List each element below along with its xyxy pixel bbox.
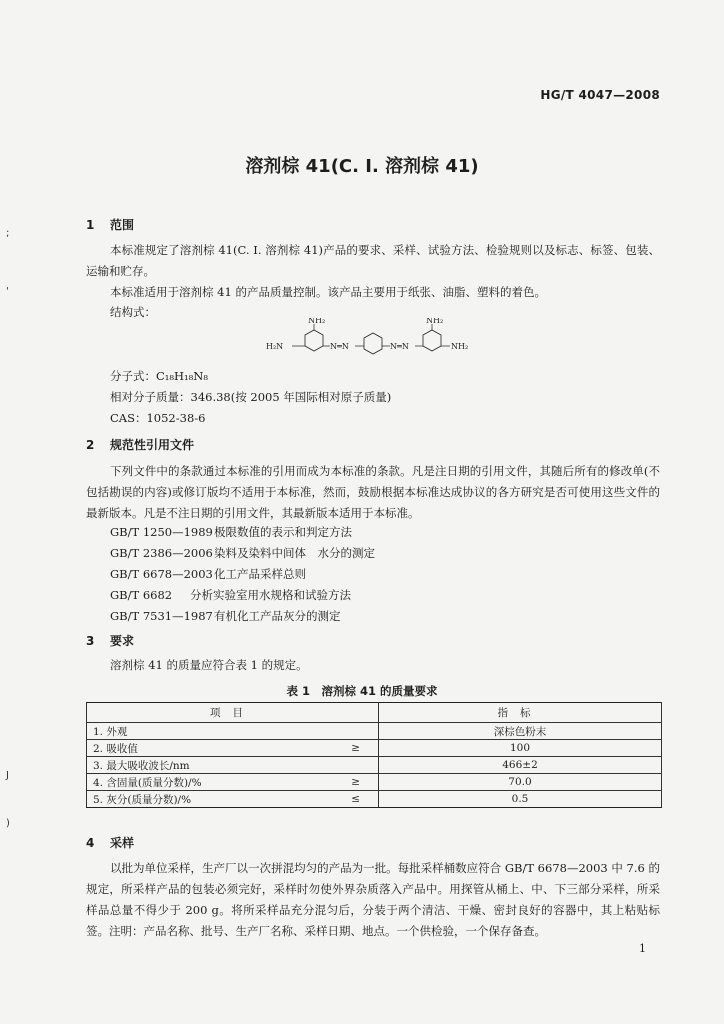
table-cell-value: 0.5: [379, 791, 662, 808]
binding-mark: ;: [6, 228, 10, 239]
scope-paragraph-2: 本标准适用于溶剂棕 41 的产品质量控制。该产品主要用于纸张、油脂、塑料的着色。: [110, 285, 546, 299]
section-heading-3: 3 要求: [86, 634, 135, 648]
table-cell-sym: ≥: [334, 774, 379, 791]
cas-number: CAS：1052-38-6: [110, 411, 206, 425]
h2n-label: H₂N: [266, 342, 284, 351]
section-heading-1: 1 范围: [86, 218, 135, 232]
table-row: [87, 740, 662, 757]
nh2-label: NH₂: [308, 318, 326, 325]
table-caption: 表 1 溶剂棕 41 的质量要求: [286, 684, 438, 698]
reference-item: GB/T 6682 分析实验室用水规格和试验方法: [110, 588, 351, 602]
binding-mark: J: [6, 770, 9, 781]
table-row: [87, 774, 662, 791]
table-cell-value: 深棕色粉末: [379, 723, 662, 740]
table-row: [87, 791, 662, 808]
reference-item: GB/T 2386—2006染料及染料中间体 水分的测定: [110, 546, 375, 560]
table-cell-value: 70.0: [379, 774, 662, 791]
table-row: [87, 757, 662, 774]
table-cell-sym: [334, 723, 379, 740]
benzene-ring: [364, 333, 382, 354]
table-cell-item: 5. 灰分(质量分数)/%: [87, 791, 335, 808]
table-row: [87, 723, 662, 740]
table-cell-item: 1. 外观: [87, 723, 335, 740]
sampling-paragraph: 以批为单位采样，生产厂以一次拼混均匀的产品为一批。每批采样桶数应符合 GB/T 6678—2003 中 7.6 的规定，所采样产品的包装必须完好，采样时勿使外界杂质落入产品中。用探管从桶上、中、下三部分采样，所采样品总量不得少于 200 g。将所采样品充分混匀后，分装于两个清洁、干燥、密封良好的容器中，其上粘贴标签。注明：产品名称、批号、生产厂名称、采样日期、地点。一个供检验，一个保存备查。: [86, 861, 660, 938]
quality-table: [86, 702, 662, 808]
reference-item: GB/T 7531—1987有机化工产品灰分的测定: [110, 609, 341, 623]
azo-label: N═N: [390, 342, 409, 351]
table-cell-sym: ≤: [334, 791, 379, 808]
benzene-ring: [423, 330, 441, 351]
table-cell-sym: ≥: [334, 740, 379, 757]
binding-mark: ': [6, 286, 9, 297]
page-title: 溶剂棕 41(C. I. 溶剂棕 41): [245, 156, 479, 177]
page-number: 1: [639, 942, 646, 955]
table-cell-value: 100: [379, 740, 662, 757]
binding-mark: ): [6, 818, 10, 829]
column-header-item: 项目: [87, 703, 379, 723]
table-cell-item: 4. 含固量(质量分数)/%: [87, 774, 335, 791]
benzene-ring: [305, 330, 323, 351]
column-header-value: 指标: [379, 703, 662, 723]
structural-formula: [262, 318, 492, 366]
table-header-row: [87, 703, 662, 723]
reference-item: GB/T 6678—2003化工产品采样总则: [110, 567, 306, 581]
standard-number: HG/T 4047—2008: [540, 88, 660, 102]
molecular-formula: 分子式：C₁₈H₁₈N₈: [110, 369, 208, 383]
requirements-paragraph: 溶剂棕 41 的质量应符合表 1 的规定。: [110, 658, 308, 672]
structure-label: 结构式：: [110, 305, 156, 319]
azo-label: N═N: [330, 342, 349, 351]
molecular-mass: 相对分子质量：346.38(按 2005 年国际相对原子质量): [110, 390, 392, 404]
table-cell-item: 3. 最大吸收波长/nm: [87, 757, 335, 774]
table-cell-sym: [334, 757, 379, 774]
reference-item: GB/T 1250—1989极限数值的表示和判定方法: [110, 525, 352, 539]
table-cell-value: 466±2: [379, 757, 662, 774]
table-cell-item: 2. 吸收值: [87, 740, 335, 757]
nh2-label: NH₂: [426, 318, 444, 325]
nh2-label: NH₂: [451, 342, 469, 351]
references-paragraph: 下列文件中的条款通过本标准的引用而成为本标准的条款。凡是注日期的引用文件，其随后所有的修改单(不包括勘误的内容)或修订版均不适用于本标准，然而，鼓励根据本标准达成协议的各方研究是否可使用这些文件的最新版本。凡是不注日期的引用文件，其最新版本适用于本标准。: [86, 464, 660, 520]
section-heading-2: 2 规范性引用文件: [86, 438, 195, 452]
section-heading-4: 4 采样: [86, 836, 135, 850]
scope-paragraph-1: 本标准规定了溶剂棕 41(C. I. 溶剂棕 41)产品的要求、采样、试验方法、检验规则以及标志、标签、包装、运输和贮存。: [86, 243, 660, 278]
